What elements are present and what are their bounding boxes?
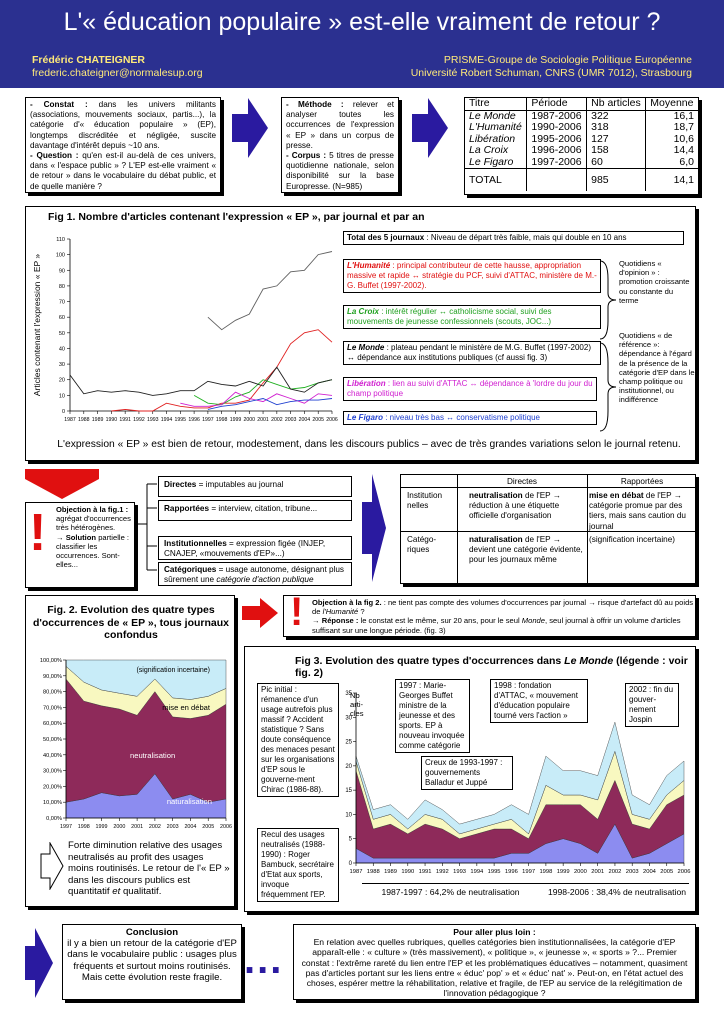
x-tick-label: 2003 — [284, 417, 297, 423]
fig2-note — [68, 840, 230, 898]
x-tick-label: 1998 — [77, 824, 90, 830]
annot-monde-text: : plateau pendant le ministère de M.G. Buffet (1997-2002) ↔ dépendance aux institutions publiques (cf aussi fig. 3) — [347, 343, 591, 362]
cell: 322 — [587, 110, 646, 122]
y-tick-label: 50 — [58, 330, 65, 337]
x-tick-label: 2001 — [591, 869, 605, 875]
matrix-r1c1-bold: neutralisation — [469, 491, 523, 500]
y-tick-label: 60 — [58, 315, 65, 322]
x-tick-label: 2002 — [148, 824, 161, 830]
author-email: frederic.chateigner@normalesup.org — [32, 67, 203, 79]
objection1-text — [56, 505, 132, 569]
y-tick-label: 30,00% — [43, 768, 62, 775]
connector-lines — [135, 480, 159, 590]
type-directes-label: Directes — [164, 480, 197, 489]
x-tick-label: 1995 — [487, 869, 501, 875]
y-tick-label: 50,00% — [43, 737, 62, 743]
x-tick-label: 1997 — [202, 417, 214, 423]
series-line-lib-ration — [180, 392, 332, 406]
annot-monde — [343, 341, 601, 365]
y-tick-label: 25 — [345, 739, 352, 746]
x-tick-label: 2004 — [184, 824, 197, 830]
callout-pic: Pic initial : rémanence d'un usage autrefois plus massif ? Accident statistique ? Sans doute conséquence des menaces pesant sur les organisations d'EP sous le gouverne-ment Chirac (1986-88). — [257, 683, 339, 797]
objection1-label: Objection à la fig.1 : — [56, 505, 129, 514]
x-tick-label: 2005 — [202, 824, 215, 830]
matrix-cell-r1c1 — [469, 491, 585, 522]
y-tick-label: 70 — [58, 299, 65, 306]
matrix-r1c2-bold: mise en débat — [589, 491, 644, 500]
cell: 127 — [587, 134, 646, 146]
x-tick-label: 1989 — [384, 869, 397, 875]
x-tick-label: 1996 — [188, 417, 200, 423]
cell: 16,1 — [646, 110, 698, 122]
callout-attac-1998: 1998 : fondation d'ATTAC, « mouvement d'éducation populaire tourné vers l'action » — [490, 679, 588, 723]
arrow-right-outline-icon — [40, 842, 64, 890]
constat-label: - Constat : — [30, 100, 88, 109]
cell: La Croix — [469, 144, 509, 156]
y-tick-label: 80,00% — [43, 689, 62, 696]
matrix-row1-label: Institution nelles — [407, 491, 443, 511]
callout-jospin-2002: 2002 : fin du gouver-nement Jospin — [625, 683, 679, 727]
constat-box — [25, 97, 221, 193]
type-cat-text: = usage autonome, désignant plus sûrement une — [164, 565, 345, 585]
x-tick-label: 2006 — [326, 417, 338, 423]
x-tick-label: 2005 — [312, 417, 324, 423]
annot-liberation-text: : lien au suivi d'ATTAC ↔ dépendance à 'lordre du jour du champ politique — [347, 379, 593, 398]
y-tick-label: 20 — [345, 763, 352, 770]
arrow-down-icon — [25, 469, 99, 499]
cell: 318 — [587, 122, 646, 134]
range1-line — [362, 883, 539, 884]
objection2-box — [283, 590, 696, 637]
cell — [527, 169, 587, 191]
cell: 1997-2006 — [527, 157, 587, 169]
cell: TOTAL — [469, 174, 502, 186]
annot-liberation — [343, 377, 597, 401]
fig3-title-prefix: Fig 3. Evolution des quatre types d'occurrences dans — [295, 655, 565, 667]
x-tick-label: 1992 — [133, 417, 145, 423]
x-tick-label: 2001 — [131, 824, 144, 830]
corpus-label: - Corpus : — [286, 151, 327, 161]
x-tick-label: 1992 — [435, 869, 449, 875]
brace-icon — [598, 341, 618, 433]
pour-aller-box — [293, 924, 696, 1000]
matrix-col-directes: Directes — [506, 477, 538, 486]
affiliation-line2: Université Robert Schuman, CNRS (UMR 7012), Strasbourg — [410, 67, 692, 79]
x-tick-label: 2000 — [243, 417, 256, 423]
fig2-chart — [30, 654, 234, 832]
corpus-text: 5 titres de presse quotidienne nationale, selon disponibilité sur la base Europresse. (N=985) — [286, 151, 394, 191]
annot-croix-text: : intérêt régulier ↔ catholicisme social, suivi des mouvements de jeunesse confessionnels (scouts, JOC...) — [347, 307, 552, 326]
annot-humanite-label: L'Humanité — [347, 261, 391, 270]
x-tick-label: 1987 — [64, 417, 76, 423]
x-tick-label: 1988 — [366, 869, 380, 875]
fig3-title-italic: Le Monde — [564, 655, 614, 667]
annot-humanite — [343, 259, 601, 293]
y-tick-label: 5 — [348, 836, 352, 843]
table-total-row — [465, 169, 698, 191]
x-tick-label: 1998 — [215, 417, 228, 423]
x-tick-label: 1994 — [470, 869, 484, 875]
x-tick-label: 2006 — [220, 824, 232, 830]
type-rapportees-text: = interview, citation, tribune... — [209, 504, 318, 513]
cell: 6,0 — [646, 157, 698, 169]
summary-table-box — [464, 97, 699, 195]
x-tick-label: 1996 — [504, 869, 518, 875]
reponse-label: → Réponse : — [312, 616, 359, 626]
arrow-right-icon — [362, 474, 386, 582]
exclamation-icon: ! — [290, 590, 304, 634]
arrow-right-icon — [232, 98, 268, 158]
pour-aller-text: En relation avec quelles rubriques, quelles catégories bien institutionnalisées, la catégorie d'EP apparaît-elle : « culture » (très massivement), « politique », « jeunesse », « sports » ?... Premier constat : l'extrême rareté du lien entre l'EP et les problématiques éducatives – notamment, quasiment pas d'articles portant sur les liens entre « éduc' pop' » et « éduc' nat' ». Peut-on, en l'état actuel des choses, espérer mettre la réhabilitation, relative et fragile, de l'EP au service de la relégitimation de l'innovation pédagogique ? — [301, 937, 688, 999]
annot-total — [343, 231, 684, 245]
y-tick-label: 100 — [55, 252, 65, 259]
reponse-end: , seul journal à offrir un volume d'articles suffisant sur une longue période. (fig. 3) — [312, 616, 681, 635]
y-tick-label: 100,00% — [39, 658, 62, 664]
table-row — [465, 145, 698, 157]
arrow-right-icon — [412, 98, 448, 158]
cell: 158 — [587, 145, 646, 157]
y-tick-label: 30 — [345, 715, 352, 722]
y-tick-label: 60,00% — [43, 721, 62, 728]
matrix-box — [400, 474, 696, 584]
y-tick-label: 40 — [58, 346, 65, 353]
matrix-r1c2-text: de l'EP → catégorie promue par des tiers, mais sans caution du journal — [589, 491, 686, 531]
fig2-note-text: Forte diminution relative des usages neutralisés au profit des usages moins routinisés. Le retour de l'« EP » dans les discours publics est quantitatif — [68, 840, 230, 897]
x-tick-label: 2006 — [677, 869, 691, 875]
annot-figaro-text: : niveau très bas ↔ conservatisme politique — [383, 413, 540, 422]
x-tick-label: 2000 — [573, 869, 587, 875]
type-inst-label: Institutionnelles — [164, 539, 227, 548]
fig3-title-suffix: (légende : voir fig. 2) — [295, 655, 688, 679]
annot-croix — [343, 305, 601, 329]
annot-figaro-label: Le Figaro — [347, 413, 384, 422]
objection2-text — [312, 598, 694, 635]
cell: 14,1 — [646, 169, 698, 191]
fig2-note-italic: et — [112, 886, 121, 897]
objection1-box — [25, 502, 135, 588]
x-tick-label: 2005 — [660, 869, 674, 875]
x-tick-label: 2003 — [166, 824, 179, 830]
cell: Le Figaro — [469, 155, 514, 168]
type-institutionnelles — [158, 536, 352, 560]
header-periode: Période — [527, 98, 587, 110]
cell: 985 — [587, 169, 646, 191]
header-nb: Nb articles — [587, 98, 646, 110]
arrow-right-red-icon — [242, 598, 278, 628]
series-line-total-des-journaux — [208, 252, 332, 330]
constat-text: dans les univers militants (associations, mouvements sociaux, partis...), la catégorie d'« éducation populaire » (EP), longtemps discréditée et négligée, suscite davantage d'intérêt depuis ~10 ans. — [30, 100, 216, 150]
x-tick-label: 1989 — [91, 417, 104, 423]
x-tick-label: 1993 — [146, 417, 159, 423]
table-row — [465, 157, 698, 169]
y-tick-label: 15 — [345, 788, 352, 795]
methode-label: - Méthode : — [286, 100, 344, 109]
x-tick-label: 1999 — [229, 417, 242, 423]
series-line-le-monde — [70, 367, 332, 395]
x-tick-label: 1991 — [418, 869, 432, 875]
x-tick-label: 1999 — [95, 824, 108, 830]
x-tick-label: 1997 — [60, 824, 72, 830]
summary-header-row — [465, 98, 698, 110]
x-tick-label: 1998 — [539, 869, 553, 875]
methode-text: relever et analyser toutes les occurrences de l'expression « EP » dans un corpus de presse. — [286, 100, 394, 150]
type-directes-text: = imputables au journal — [196, 480, 284, 489]
cell: Libération — [469, 132, 516, 145]
y-tick-label: 0 — [61, 409, 65, 415]
x-tick-label: 1987 — [349, 869, 363, 875]
conclusion-box — [62, 924, 242, 1000]
y-tick-label: 110 — [56, 237, 65, 243]
x-tick-label: 1990 — [401, 869, 415, 875]
range2-line — [539, 883, 689, 884]
annot-liberation-label: Libération — [347, 379, 386, 388]
matrix-r2c1-bold: naturalisation — [469, 535, 523, 544]
matrix-col-rapportees: Rapportées — [620, 477, 664, 486]
y-tick-label: 10,00% — [43, 800, 62, 807]
y-tick-label: 90 — [58, 268, 65, 275]
reponse-text: le constat est le même, sur 20 ans, pour le seul — [358, 616, 522, 626]
x-tick-label: 1995 — [174, 417, 187, 423]
type-cat-label: Catégoriques — [164, 565, 217, 574]
question-label: - Question : — [30, 151, 79, 161]
author-name: Frédéric CHATEIGNER — [32, 54, 145, 66]
x-tick-label: 2002 — [608, 869, 622, 875]
series-line-l-humanit- — [111, 330, 332, 411]
fig2-panel — [25, 595, 235, 907]
x-tick-label: 1997 — [522, 869, 536, 875]
x-tick-label: 1991 — [119, 417, 131, 423]
fig3-panel — [244, 646, 696, 912]
x-tick-label: 1988 — [78, 417, 90, 423]
fig3-ylabel: Nb arti- cles — [350, 691, 364, 719]
annot-croix-label: La Croix — [347, 307, 380, 316]
x-tick-label: 2002 — [271, 417, 283, 423]
summary-table — [465, 98, 698, 191]
y-tick-label: 0 — [348, 861, 352, 867]
fig1-title: Fig 1. Nombre d'articles contenant l'expression « EP », par journal et par an — [48, 211, 425, 223]
objection2-end: ? — [358, 607, 365, 617]
side-opinion: Quotidiens « d'opinion » : promotion croissante ou constante du terme — [619, 259, 690, 305]
poster-header — [0, 0, 724, 88]
author-block — [32, 54, 203, 80]
cell: 1987-2006 — [527, 110, 587, 122]
cell: L'Humanité — [469, 121, 522, 133]
brace-icon — [598, 259, 618, 341]
affiliation-line1: PRISME-Groupe de Sociologie Politique Européenne — [443, 54, 692, 66]
cell: 14,4 — [646, 145, 698, 157]
cell: 18,7 — [646, 122, 698, 134]
y-tick-label: 30 — [58, 362, 65, 369]
label-uncertain: (signification incertaine) — [136, 667, 210, 674]
header-titre: Titre — [469, 97, 490, 109]
x-tick-label: 2004 — [643, 869, 656, 875]
cell: 1990-2006 — [527, 122, 587, 134]
annot-figaro — [343, 411, 597, 425]
x-tick-label: 1999 — [556, 869, 570, 875]
x-tick-label: 2001 — [257, 417, 269, 423]
annot-humanite-text: : principal contributeur de cette hausse, appropriation massive et rapide ↔ stratégie du PCF, suivi d'ATTAC, ministère de M.-G. Buffet (1997-2002). — [347, 261, 597, 290]
annot-total-text: : Niveau de départ très faible, mais qui double en 10 ans — [424, 233, 627, 242]
pour-aller-title: Pour aller plus loin : — [453, 927, 536, 937]
type-cat-italic: catégorie d'action publique — [216, 575, 314, 585]
arrow-right-icon — [25, 928, 53, 998]
fig3-title — [295, 655, 695, 679]
callout-creux: Creux de 1993-1997 : gouvernements Balladur et Juppé — [421, 756, 513, 790]
table-row — [465, 122, 698, 134]
matrix-r2c1-text: de l'EP → devient une catégorie évidente, pour les journaux même — [469, 535, 583, 565]
y-tick-label: 40,00% — [43, 752, 62, 759]
fig2-title: Fig. 2. Evolution des quatre types d'occurrences de « EP », tous journaux confondus — [32, 604, 230, 641]
x-tick-label: 2000 — [113, 824, 126, 830]
x-tick-label: 2004 — [298, 417, 311, 423]
y-tick-label: 20 — [58, 377, 65, 384]
x-tick-label: 1994 — [160, 417, 173, 423]
label-debat: mise en débat — [162, 703, 210, 712]
type-rapportees — [158, 500, 352, 521]
type-directes — [158, 476, 352, 497]
range1-label: 1987-1997 : 64,2% de neutralisation — [381, 887, 520, 897]
x-tick-label: 1990 — [105, 417, 118, 423]
y-tick-label: 10 — [345, 812, 352, 819]
annot-monde-label: Le Monde — [347, 343, 385, 352]
reponse-italic: Monde — [521, 616, 546, 626]
fig1-panel — [25, 206, 696, 461]
cell: 1996-2006 — [527, 145, 587, 157]
callout-buffet-1997: 1997 : Marie-Georges Buffet ministre de la jeunesse et des sports. EP à nouveau invoquée comme catégorie — [395, 679, 470, 753]
type-rapportees-label: Rapportées — [164, 504, 210, 513]
objection1-body: agrégat d'occurrences très hétérogènes. — [56, 514, 131, 533]
conclusion-text: il y a bien un retour de la catégorie d'EP dans le vocabulaire public : usages plus fréquents et surtout moins routinisés. Mais cette évolution reste fragile. — [67, 938, 237, 983]
fig1-chart — [32, 229, 342, 434]
affiliation-block — [411, 54, 692, 80]
cell: 10,6 — [646, 134, 698, 146]
question-text: qu'en est-il au-delà de ces univers, dans « l'espace public » ? L'EP est-elle vraiment « de retour » dans le vocabulaire du débat public, et de quelle manière ? — [30, 151, 217, 191]
y-tick-label: 35 — [345, 691, 352, 697]
header-moyenne: Moyenne — [646, 98, 698, 110]
matrix-cell-r2c1 — [469, 535, 585, 566]
exclamation-icon: ! — [29, 504, 47, 562]
type-categoriques — [158, 562, 352, 586]
y-tick-label: 0,00% — [46, 816, 62, 822]
objection2-label: Objection à la fig 2. — [312, 598, 382, 607]
callout-recul: Recul des usages neutralisés (1988-1990) : Roger Bambuck, secrétaire d'Etat aux sports, invoque fréquemment l'EP. — [257, 828, 339, 902]
conclusion-title: Conclusion — [125, 927, 179, 938]
methode-box — [281, 97, 399, 193]
ellipsis: ... — [244, 938, 284, 982]
range2-label: 1998-2006 : 38,4% de neutralisation — [547, 887, 687, 897]
matrix-cell-r2c2: (signification incertaine) — [589, 535, 676, 544]
y-tick-label: 80 — [58, 283, 65, 290]
matrix-cell-r1c2 — [589, 491, 695, 532]
x-tick-label: 2003 — [625, 869, 639, 875]
cell: 1995-2006 — [527, 134, 587, 146]
x-tick-label: 1993 — [453, 869, 467, 875]
annot-total-label: Total des 5 journaux — [347, 233, 425, 242]
objection2-italic: l'Humanité — [322, 607, 359, 617]
label-neutral: neutralisation — [130, 751, 176, 760]
cell: Le Monde — [469, 109, 516, 122]
objection2-body: : ne tient pas compte des volumes d'occurrences par journal → risque d'artefact dû au poids de — [312, 598, 694, 617]
solution-text: partielle : classifier les occurrences. Sont-elles... — [56, 532, 130, 570]
side-reference: Quotidiens « de référence »: dépendance à l'égard de la présence de la catégorie d'EP dans le champ politique ou institutionnel, ou indifférence — [619, 331, 695, 405]
cell: 60 — [587, 157, 646, 169]
poster-title: L'« éducation populaire » est-elle vraiment de retour ? — [63, 8, 661, 36]
y-tick-label: 10 — [58, 393, 65, 400]
label-natural: naturalisation — [166, 797, 212, 806]
y-tick-label: 20,00% — [43, 784, 62, 791]
type-inst-text: = expression figée (INJEP, CNAJEP, «mouvements d'EP»...) — [164, 539, 326, 559]
fig2-note-text2: qualitatif. — [120, 886, 162, 897]
y-tick-label: 70,00% — [43, 705, 62, 712]
y-axis-label: Articles contenant l'expression « EP » — [32, 253, 42, 397]
matrix-r1c1-text: de l'EP → réduction à une étiquette officielle d'organisation — [469, 491, 561, 521]
fig1-conclusion: L'expression « EP » est bien de retour, modestement, dans les discours publics – avec de très grandes variations selon le journal retenu. — [57, 439, 681, 450]
solution-label: → Solution — [56, 532, 97, 542]
y-tick-label: 90,00% — [43, 673, 62, 680]
matrix-row2-label: Catégo- riques — [407, 535, 437, 555]
